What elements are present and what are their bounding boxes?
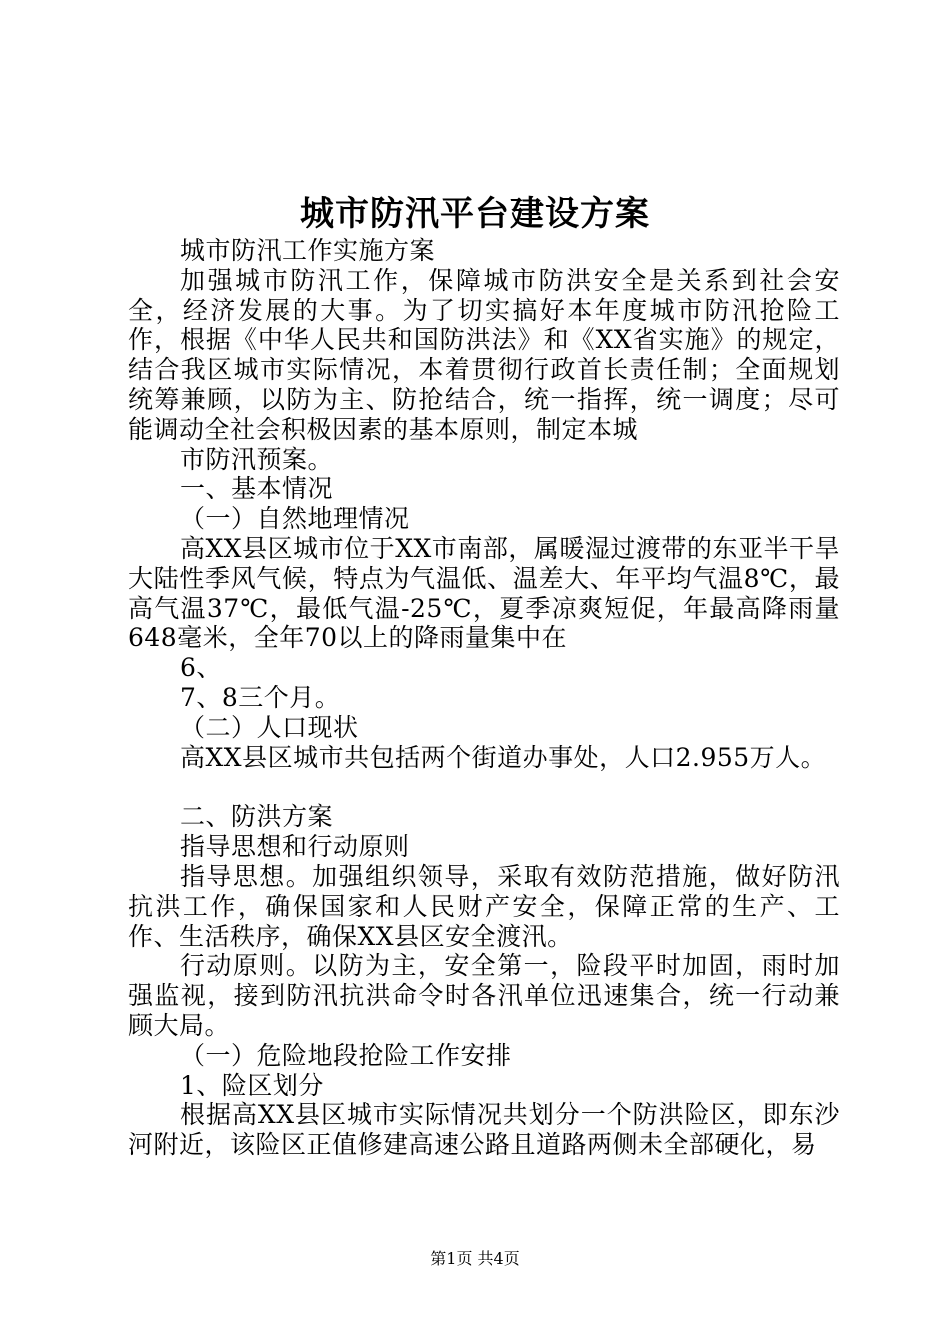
paragraph: 加强城市防汛工作，保障城市防洪安全是关系到社会安全，经济发展的大事。为了切实搞好本年度城市防汛抢险工作，根据《中华人民共和国防洪法》和《XX省实施》的规定，结合我区城市实际情况，本着贯彻行政首长责任制；全面规划统筹兼顾，以防为主、防抢结合，统一指挥，统一调度；尽可能调动全社会积极因素的基本原则，制定本城 (128, 265, 840, 444)
section-heading: 二、防洪方案 (180, 802, 334, 832)
paragraph: 城市防汛工作实施方案 (180, 236, 436, 265)
paragraph: 高XX县区城市共包括两个街道办事处，人口2.955万人。 (180, 742, 827, 772)
blank-line (128, 772, 840, 802)
paragraph: 根据高XX县区城市实际情况共划分一个防洪险区，即东沙河附近，该险区正值修建高速公路且道路两侧未全部硬化，易 (128, 1100, 840, 1160)
subsection-heading: 指导思想和行动原则 (180, 832, 410, 862)
section-heading: 一、基本情况 (180, 474, 334, 504)
paragraph: 高XX县区城市位于XX市南部，属暖湿过渡带的东亚半干旱大陆性季风气候，特点为气温低、温差大、年平均气温8℃，最高气温37℃，最低气温-25℃，夏季凉爽短促，年最高降雨量648毫米，全年70以上的降雨量集中在 (128, 533, 840, 653)
document-title: 城市防汛平台建设方案 (300, 194, 650, 234)
subsection-heading: 1、险区划分 (180, 1070, 324, 1100)
subsection-heading: （一）自然地理情况 (180, 504, 410, 534)
document-body (128, 236, 840, 1160)
paragraph: 市防汛预案。 (180, 444, 334, 474)
paragraph: 指导思想。加强组织领导，采取有效防范措施，做好防汛抗洪工作，确保国家和人民财产安全，保障正常的生产、工作、生活秩序，确保XX县区安全渡汛。 (128, 861, 840, 951)
page-number-footer: 第1页 共4页 (430, 1249, 520, 1268)
subsection-heading: （二）人口现状 (180, 712, 359, 742)
subsection-heading: （一）危险地段抢险工作安排 (180, 1040, 512, 1070)
paragraph: 6、 (180, 653, 222, 683)
paragraph: 行动原则。以防为主，安全第一，险段平时加固，雨时加强监视，接到防汛抗洪命令时各汛单位迅速集合，统一行动兼顾大局。 (128, 951, 840, 1040)
paragraph: 7、8三个月。 (180, 682, 341, 712)
